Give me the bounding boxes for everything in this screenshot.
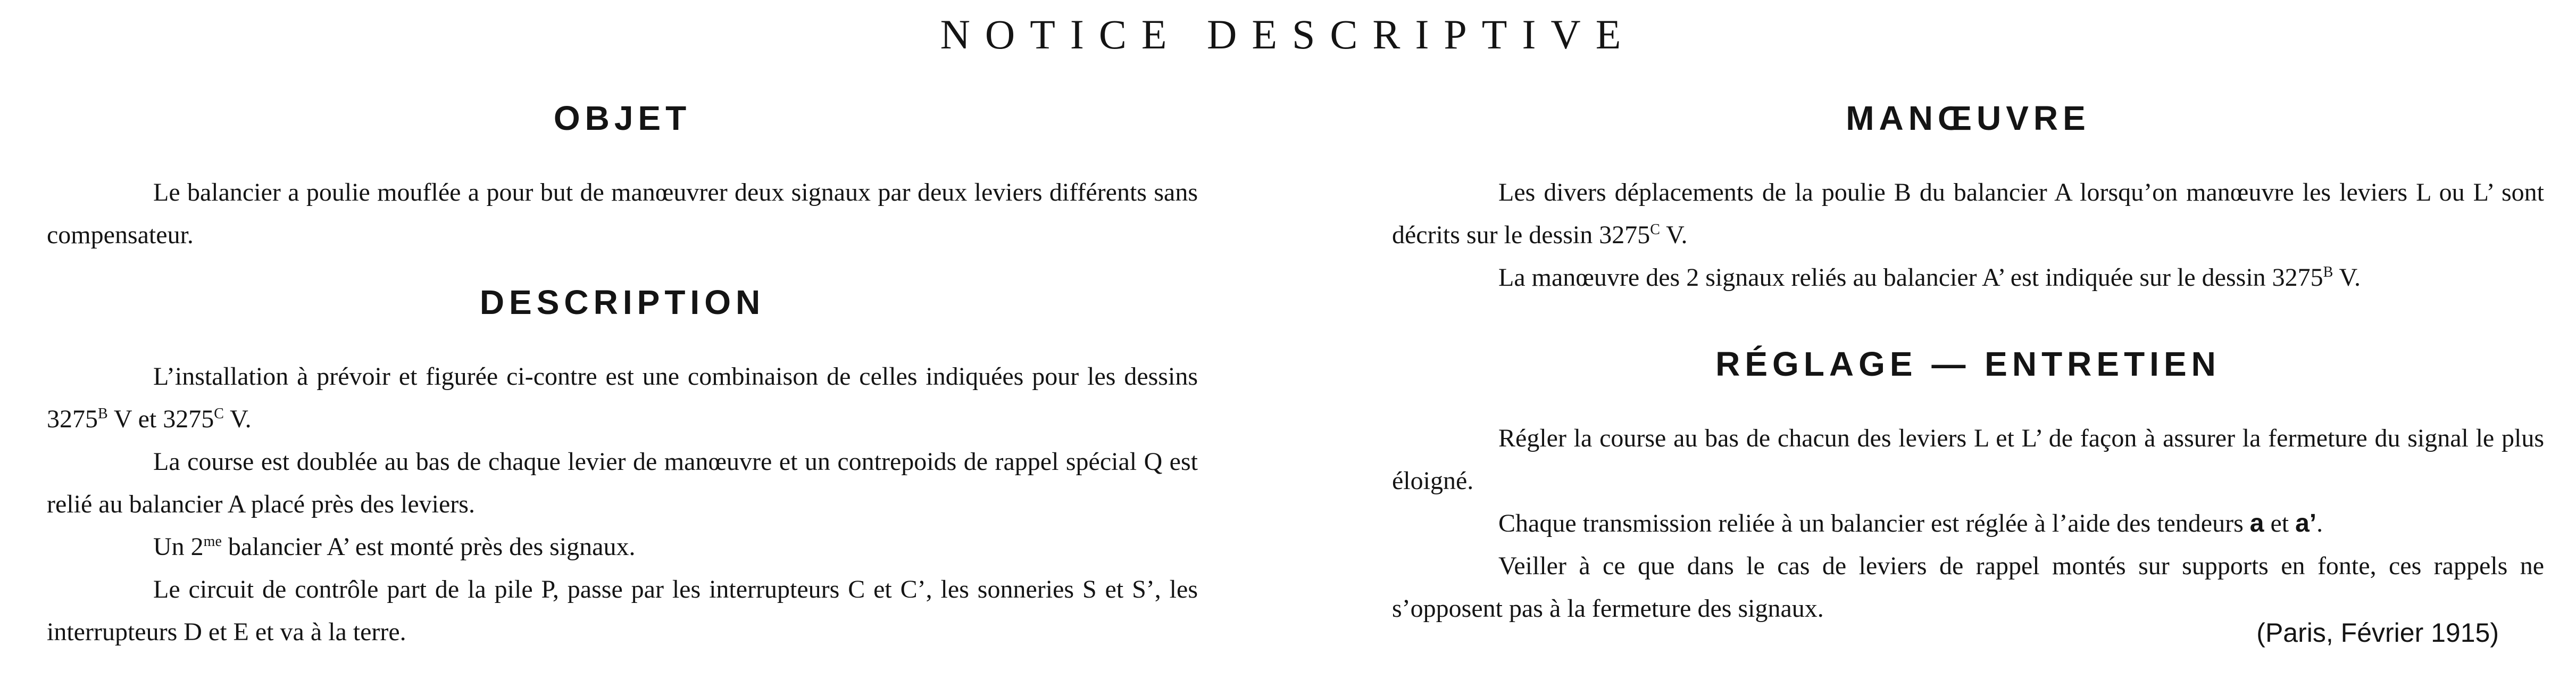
manoeuvre-paragraph-2: La manœuvre des 2 signaux reliés au balancier A’ est indiquée sur le dessin $3275^B$ V. [1498,263,2361,292]
description-paragraph-2: La course est doublée au bas de chaque levier de manœuvre et un contrepoids de rappel spécial Q est relié au balancier A placé près des leviers. [47,448,1198,518]
description-paragraph-1: L’installation à prévoir et figurée ci-contre est une combinaison de celles indiquées pour les dessins $3275^B$ V et $3275^C$ V. [47,362,1198,433]
manoeuvre-paragraph-1: Les divers déplacements de la poulie B du balancier A lorsqu’on manœuvre les leviers L ou L’ sont décrits sur le dessin $3275^C$ V. [1392,178,2544,249]
description-paragraph-4: Le circuit de contrôle part de la pile P, passe par les interrupteurs C et C’, les sonneries S et S’, les interrupteurs D et E et va à la terre. [47,575,1198,646]
date-signature: (Paris, Février 1915) [2256,618,2499,648]
left-column [47,101,1198,653]
manoeuvre-heading: MANŒUVRE [1846,99,2090,137]
reglage-paragraph-3: Veiller à ce que dans le cas de leviers de rappel montés sur supports en fonte, ces rappels ne s’opposent pas à la fermeture des signaux. [1392,552,2544,623]
reglage-paragraph-1: Régler la course au bas de chacun des leviers L et L’ de façon à assurer la fermeture du signal le plus éloigné. [1392,424,2544,495]
page-title: NOTICE DESCRIPTIVE [940,11,1636,57]
reglage-paragraph-2: Chaque transmission reliée à un balancier est réglée à l’aide des tendeurs a et a’. [1498,509,2323,537]
objet-paragraph: Le balancier a poulie mouflée a pour but de manœuvrer deux signaux par deux leviers différents sans compensateur. [47,178,1198,249]
objet-heading: OBJET [553,99,691,137]
right-column [1392,101,2544,630]
description-heading: DESCRIPTION [479,283,765,321]
reglage-heading: RÉGLAGE — ENTRETIEN [1715,345,2221,383]
description-paragraph-3: Un $2^{me}$ balancier A’ est monté près des signaux. [153,533,636,561]
